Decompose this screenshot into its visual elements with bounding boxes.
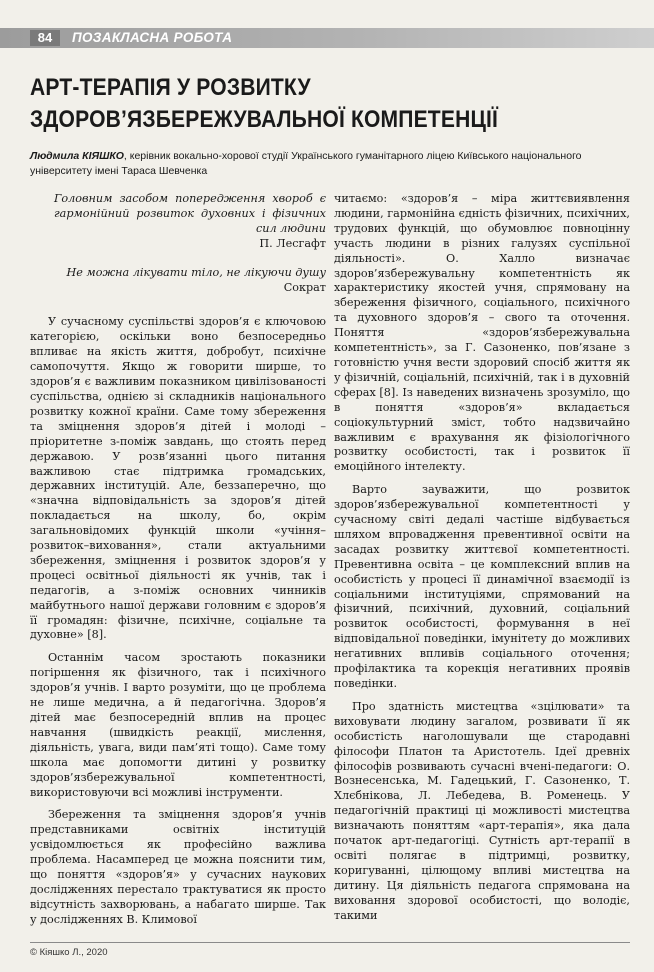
footer-divider: [30, 942, 630, 943]
left-column: [30, 192, 330, 937]
epigraph-text: Не можна лікувати тіло, не лікуючи душу: [66, 265, 326, 279]
copyright: © Кіяшко Л., 2020: [30, 947, 108, 958]
body-paragraph: У сучасному суспільстві здоров’я є ключовою категорією, оскільки воно безпосередньо впливає на якість життя, добробут, психічне самопочуття. Якщо ж говорити ширше, то здоров’я є важливим показником цивілізованості суспільства, однією зі складників національного розвитку кожної країни. Саме тому збереження та зміцнення здоров’я дітей і молоді – пріоритетне з-поміж завдань, що стоять перед державою. У розв’язанні цього питання важливою стає підтримка громадських, державних інституцій. Але, беззаперечно, що «значна відповідальність за здоров’я дітей покладається на школу, бо, окрім загальновідомих функцій школи «учіння–розвиток–виховання», стали актуальними збереження, зміцнення і розвиток здоров’я у процесі освітньої діяльності як учнів, так і педагогів, а з-поміж основних чинників майбутнього нашої держави головним є здоров’я її громадян: фізичне, психічне, соціальне та духовне» [8].: [30, 315, 326, 642]
body-paragraph: читаємо: «здоров’я – міра життєвиявлення людини, гармонійна єдність фізичних, психічних, трудових функцій, що обумовлює повноцінну участь людини в різних галузях суспільної діяльності». О. Халло визначає здоров’язбережувальну компетентність як характеристику якостей учня, спрямовану на збереження фізичного, соціального, психічного та духовного здоров’я – свого та оточення. Поняття «здоров’язбережувальна компетентність», за Г. Сазоненко, пов’язане з готовністю учня вести здоровий спосіб життя як у фізичній, соціальній, психічній, так і в духовній сферах [8]. Із наведених визначень зрозуміло, що в поняття «здоров’я» вкладається соціокультурний зміст, тобто надзвичайно важливим є врахування як фізіологічного розвитку особистості, так і розвиток її емоційного інтелекту.: [334, 192, 630, 474]
author-name: Людмила КІЯШКО: [30, 150, 124, 162]
epigraph: [54, 192, 326, 252]
epigraph-author: Сократ: [283, 280, 326, 294]
title-line-1: АРТ-ТЕРАПІЯ У РОЗВИТКУ: [30, 74, 311, 101]
epigraph: [54, 266, 326, 296]
body-paragraph: Варто зауважити, що розвиток здоров’язбережувальної компетентності у сучасному світі дедалі частіше відбувається шляхом впровадження превентивної освіти на засадах розвитку життєвої компетентності. Превентивна освіта – це комплексний вплив на особистість у процесі її динамічної взаємодії із соціальними інституціями, спрямований на фізичний, психічний, духовний, соціальний розвиток особистості, формування в неї відповідальної поведінки, імунітету до можливих негативних впливів соціального оточення; профілактика та корекція негативних проявів поведінки.: [334, 483, 630, 690]
page-number: 84: [30, 30, 60, 46]
title-line-2: ЗДОРОВ’ЯЗБЕРЕЖУВАЛЬНОЇ КОМПЕТЕНЦІЇ: [30, 106, 499, 133]
author-affiliation: , керівник вокально-хорової студії Українського гуманітарного ліцею Київського національного університету імені Тараса Шевченка: [30, 150, 582, 177]
epigraph-text: Головним засобом попередження хвороб є гармонійний розвиток духовних і фізичних сил людини: [54, 192, 326, 235]
author-info: [30, 149, 630, 179]
body-paragraph: Останнім часом зростають показники погіршення як фізичного, так і психічного здоров’я учнів. І варто розуміти, що це проблема не лише медична, а й педагогічна. Здоров’я дітей має безпосередній вплив на процес навчання (швидкість реакції, мислення, діяльність, увага, види пам’яті тощо). Саме тому школа має допомогти дитині у розвитку здоров’язбережувальної компетентності, використовуючи всі можливі інструменти.: [30, 651, 326, 799]
right-column: [330, 192, 630, 937]
section-label: ПОЗАКЛАСНА РОБОТА: [72, 30, 233, 45]
body-paragraph: Збереження та зміцнення здоров’я учнів представниками освітніх інституцій усвідомлюється як професійно важлива проблема. Насамперед це можна пояснити тим, що поняття «здоров’я» у сучасних наукових дослідженнях перестало трактуватися як просто відсутність захворювань, а набагато ширше. Так у дослідженнях В. Климової: [30, 808, 326, 926]
body-paragraph: Про здатність мистецтва «зцілювати» та виховувати людину загалом, розвивати її як особистість наголошували ще стародавні філософи Платон та Аристотель. Ідеї древніх філософів розвивають сучасні вчені-педагоги: О. Вознесенська, М. Гадецький, Г. Сазоненко, Т. Хлєбнікова, Л. Лебедева, В. Роменець. У педагогічній практиці ці можливості мистецтва визначають поняттям «арт-терапія», яка дала початок арт-педагогіці. Сутність арт-терапії в освіті полягає в підтримці, розвитку, коригуванні, цілющому впливі мистецтва на дитину. Ця діяльність педагога спрямована на виховання здорової особистості, що володіє, такими: [334, 699, 630, 922]
article-title: [30, 72, 546, 136]
epigraph-author: П. Лесгафт: [259, 236, 326, 250]
